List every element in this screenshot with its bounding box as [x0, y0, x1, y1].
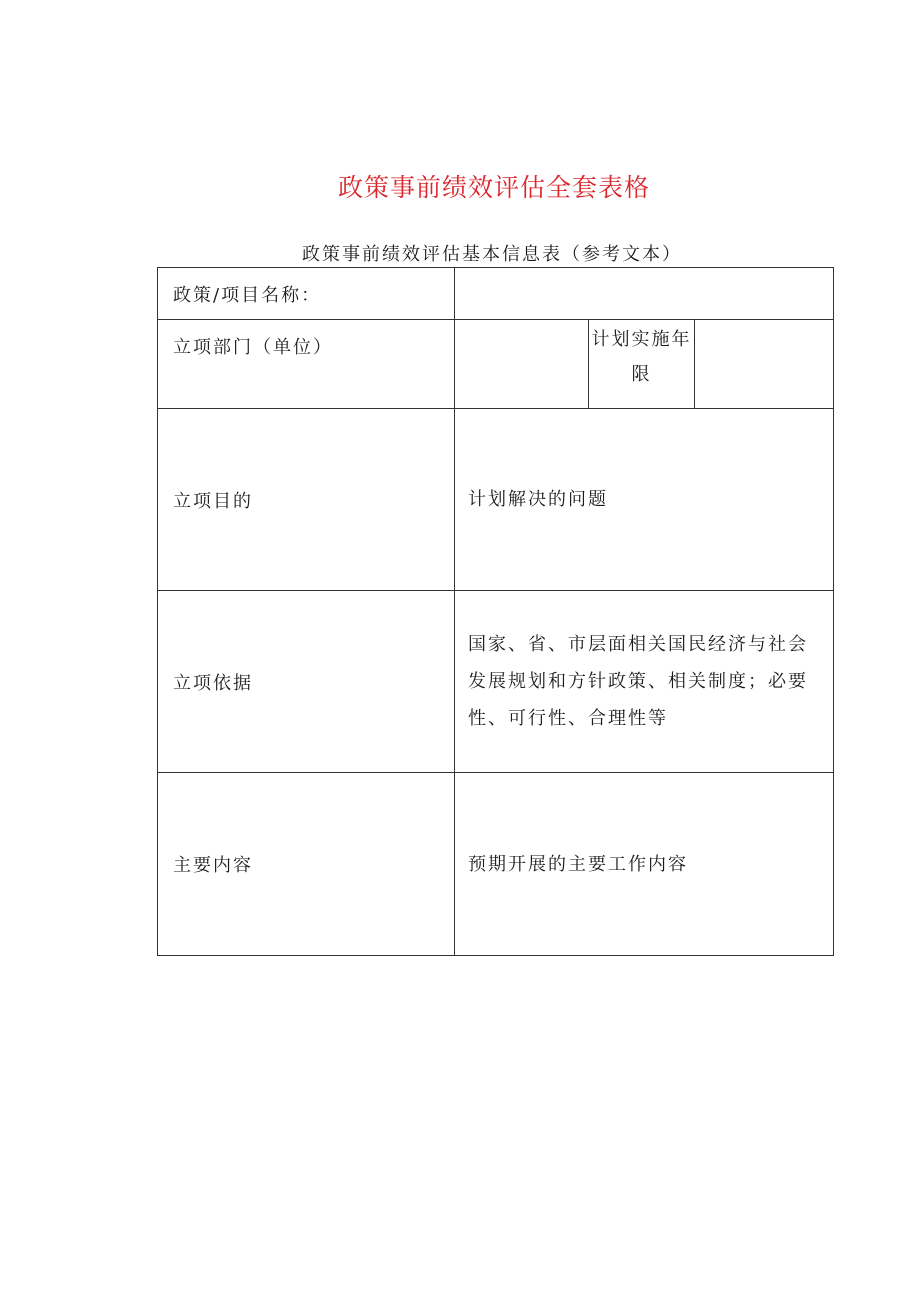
- purpose-label: 立项目的: [158, 409, 455, 591]
- table-row-department: [158, 320, 834, 409]
- table-row-purpose: [158, 409, 834, 591]
- purpose-value[interactable]: 计划解决的问题: [455, 409, 834, 591]
- policy-name-label: 政策/项目名称：: [158, 268, 455, 320]
- department-value[interactable]: [455, 320, 589, 409]
- content-label: 主要内容: [158, 773, 455, 956]
- implementation-period-label: 计划实施年限: [589, 320, 695, 409]
- table-caption: 政策事前绩效评估基本信息表（参考文本）: [302, 244, 682, 265]
- document-title: 政策事前绩效评估全套表格: [337, 173, 650, 202]
- content-value[interactable]: 预期开展的主要工作内容: [455, 773, 834, 956]
- basis-label: 立项依据: [158, 591, 455, 773]
- implementation-period-value[interactable]: [695, 320, 834, 409]
- table-row-policy-name: [158, 268, 834, 320]
- policy-info-table: [157, 267, 834, 956]
- table-row-basis: [158, 591, 834, 773]
- basis-value[interactable]: 国家、省、市层面相关国民经济与社会发展规划和方针政策、相关制度；必要性、可行性、合理性等: [455, 591, 834, 773]
- table-row-content: [158, 773, 834, 956]
- department-label: 立项部门（单位）: [158, 320, 455, 409]
- policy-name-value[interactable]: [455, 268, 834, 320]
